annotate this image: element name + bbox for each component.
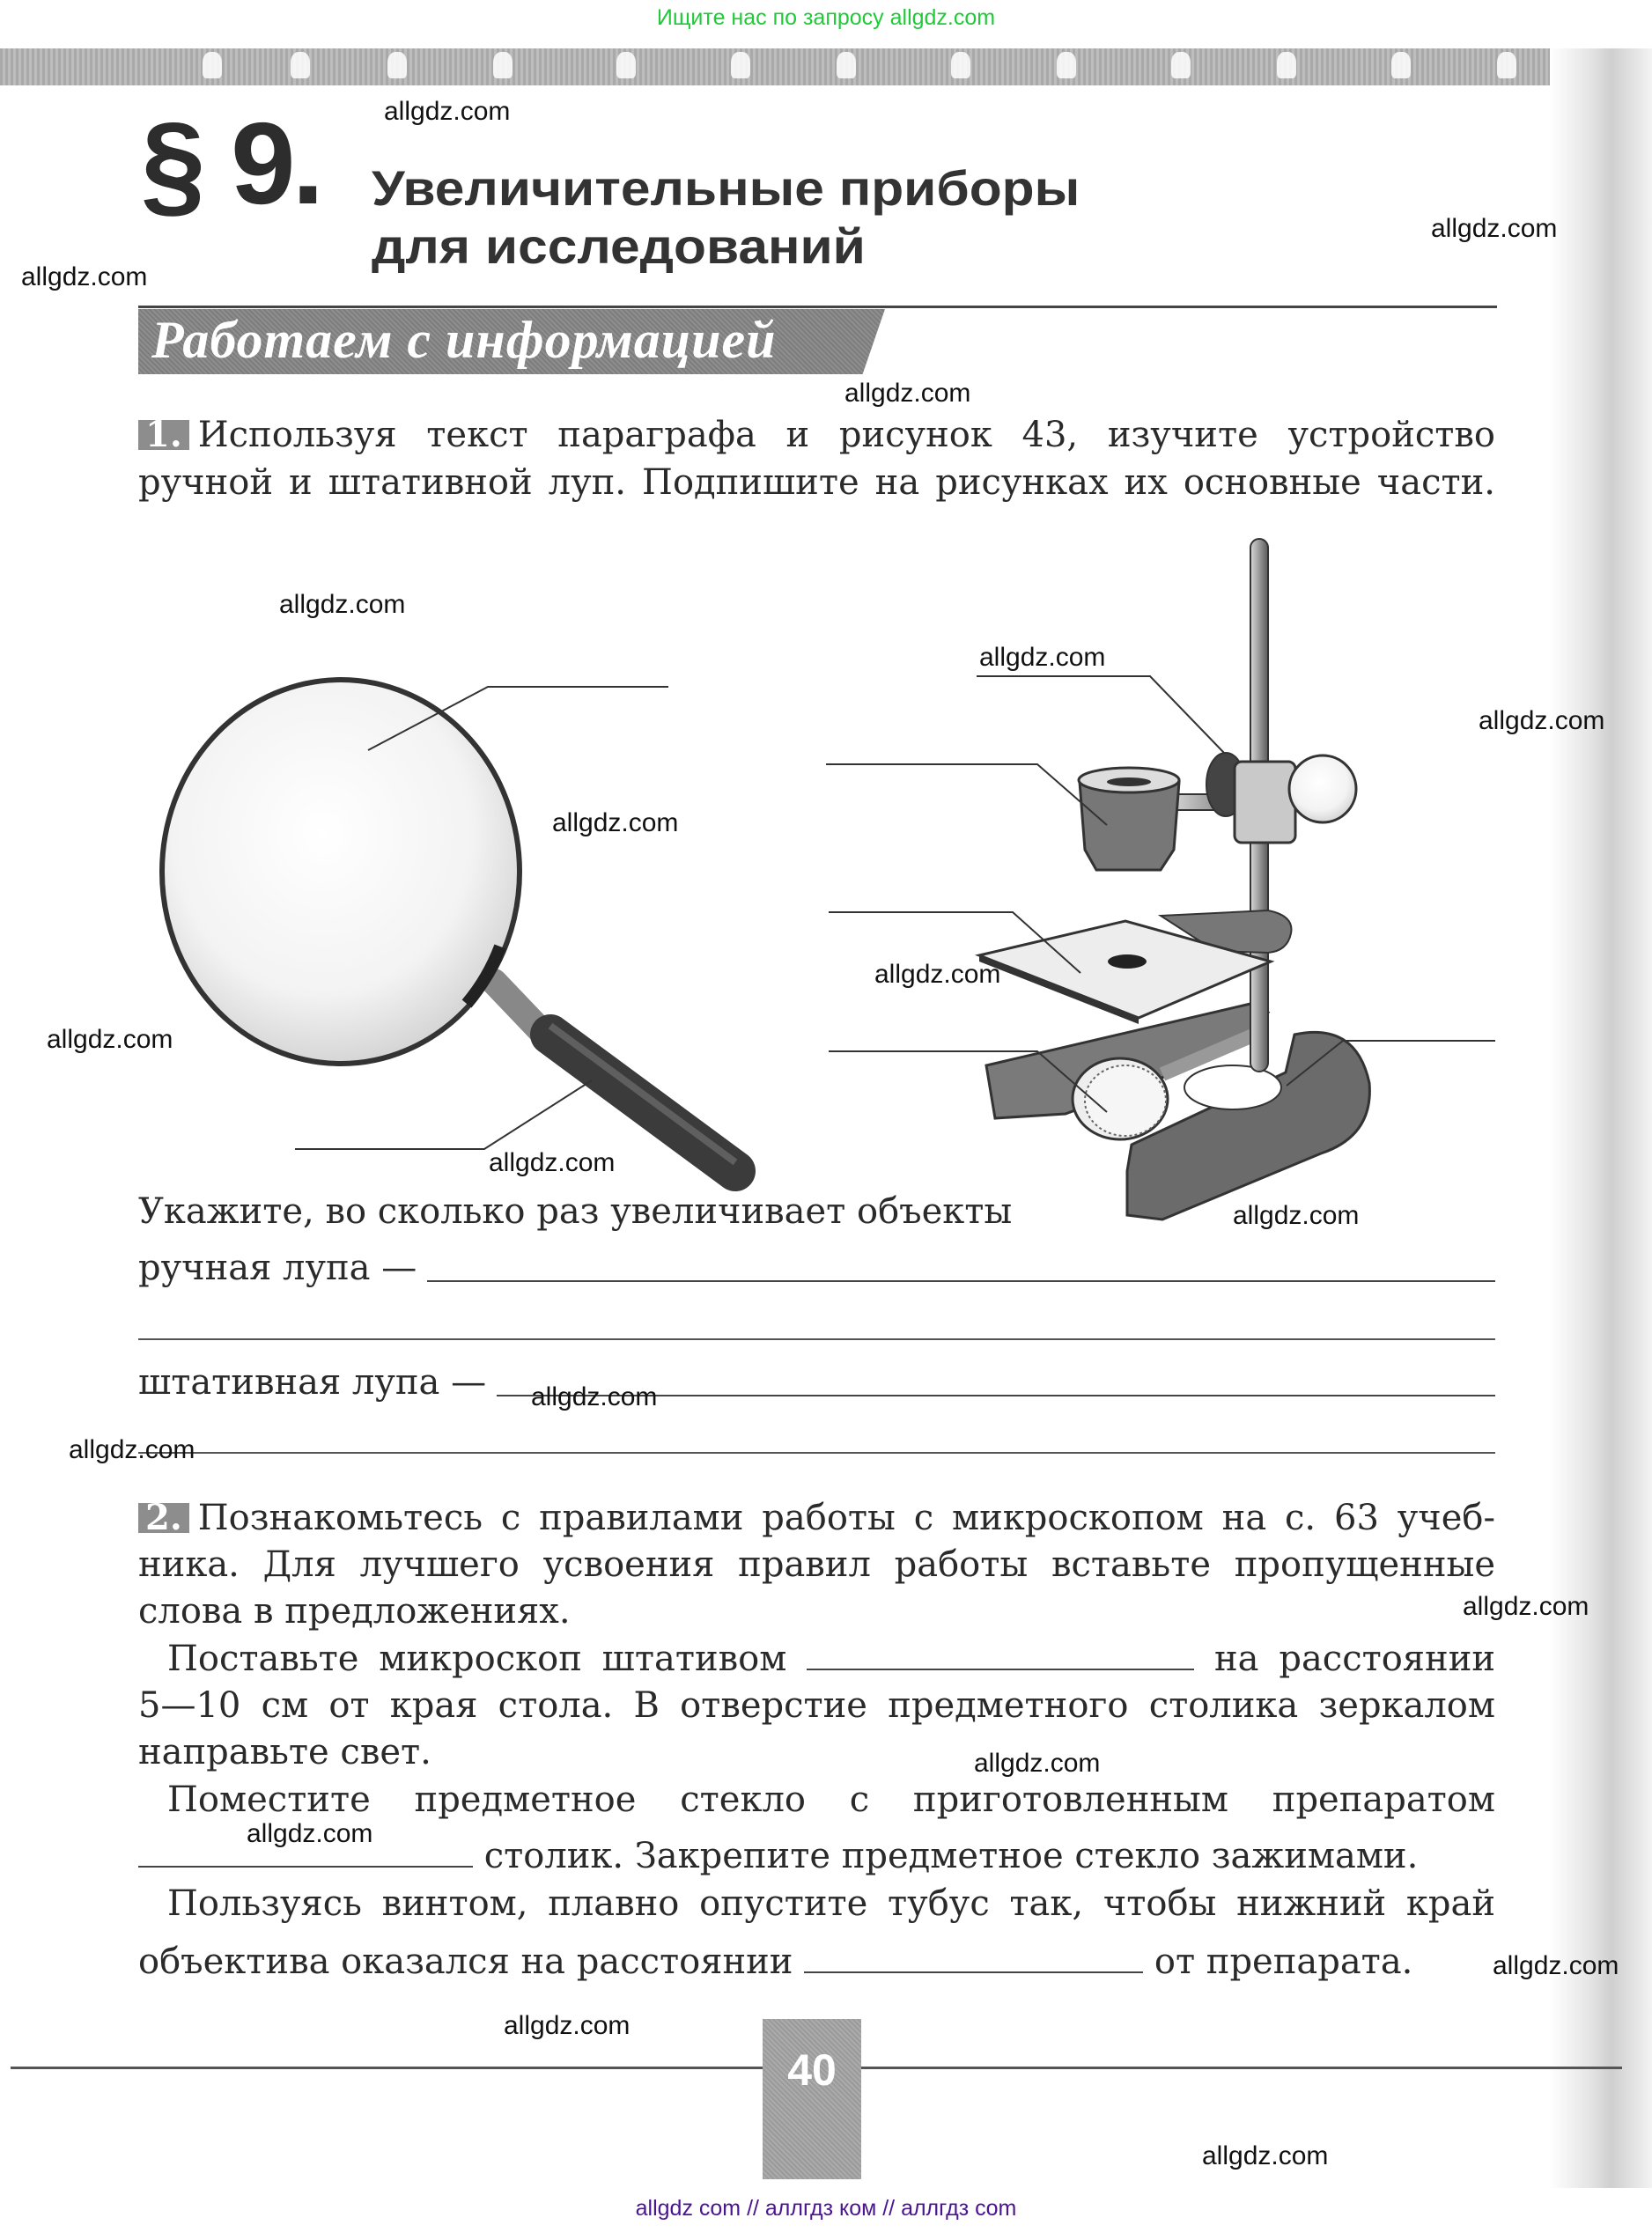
watermark: allgdz.com	[21, 262, 148, 291]
task1-question: Укажите, во сколько раз увеличивает объекты	[138, 1191, 1013, 1232]
label-line-screw	[977, 676, 1224, 753]
watermark: allgdz.com	[1233, 1201, 1360, 1230]
top-search-note: Ищите нас по запросу allgdz.com	[656, 5, 996, 30]
blank-1[interactable]	[807, 1642, 1194, 1670]
watermark: allgdz.com	[979, 643, 1106, 672]
sentence2-line1: Поместите предметное стекло с приготовленным препаратом	[167, 1779, 1495, 1820]
watermark: allgdz.com	[974, 1749, 1101, 1778]
section-number: § 9.	[141, 99, 321, 228]
stand-magnifier-answer-row: штативная лупа —	[138, 1361, 1495, 1404]
page-number-tab	[763, 2019, 861, 2179]
watermark: allgdz.com	[504, 2011, 631, 2040]
task1-line2: ручной и штативной луп. Подпишите на рисунках их основные части.	[138, 462, 1495, 503]
watermark: allgdz.com	[47, 1025, 173, 1054]
sentence1-line1: Поставьте микроскоп штативом на расстоянии	[167, 1639, 1496, 1679]
watermark: allgdz.com	[1479, 706, 1605, 735]
task1-line1: 1. Используя текст параграфа и рисунок 43, изучите устройство	[138, 414, 1495, 456]
stand-magnifier	[826, 539, 1495, 1219]
watermark: allgdz.com	[384, 97, 511, 126]
sentence2-line2: столик. Закрепите предметное стекло зажимами.	[138, 1835, 1495, 1877]
watermark: allgdz.com	[531, 1382, 658, 1411]
sentence3-line2: объектива оказался на расстоянии от препарата.	[138, 1942, 1413, 1982]
hand-magnifier-answer-row: ручная лупа —	[138, 1247, 1495, 1289]
bottom-site-note: allgdz com // аллгдз ком // аллгдз com	[635, 2196, 1017, 2221]
hand-magnifier	[162, 680, 735, 1171]
blank-3[interactable]	[804, 1945, 1143, 1973]
task2-line3: слова в предложениях.	[138, 1591, 571, 1632]
watermark: allgdz.com	[1431, 214, 1558, 243]
label-line-handle	[295, 1080, 592, 1149]
watermark: allgdz.com	[279, 590, 406, 619]
sentence3-line1: Пользуясь винтом, плавно опустите тубус так, чтобы нижний край	[167, 1883, 1495, 1924]
hand-magnifier-answer-field[interactable]	[427, 1254, 1495, 1282]
watermark: allgdz.com	[247, 1819, 373, 1848]
watermark: allgdz.com	[844, 379, 971, 408]
watermark: allgdz.com	[1463, 1592, 1589, 1621]
answer-line[interactable]	[138, 1338, 1495, 1340]
sentence1-line2: 5—10 см от края стола. В отверстие предметного столика зеркалом	[138, 1685, 1495, 1726]
answer-line[interactable]	[138, 1452, 1495, 1454]
watermark: allgdz.com	[1493, 1951, 1619, 1980]
page-number: 40	[787, 2045, 837, 2095]
task1-number: 1.	[138, 420, 189, 450]
sentence1-line3: направьте свет.	[138, 1732, 431, 1772]
task2-line2: ника. Для лучшего усвоения правил работы вставьте пропущенные	[138, 1544, 1495, 1585]
section-banner-text: Работаем с информацией	[151, 311, 777, 369]
watermark: allgdz.com	[69, 1435, 195, 1464]
watermark: allgdz.com	[552, 808, 679, 837]
watermark: allgdz.com	[1202, 2141, 1329, 2170]
section-title-line1: Увеличительные приборы	[372, 160, 1080, 216]
task2-number: 2.	[138, 1503, 189, 1533]
label-line-loupe	[826, 764, 1107, 825]
watermark: allgdz.com	[874, 960, 1001, 989]
task2-line1: 2. Познакомьтесь с правилами работы с микроскопом на с. 63 учеб-	[138, 1497, 1495, 1539]
watermark: allgdz.com	[489, 1148, 616, 1177]
section-title-line2: для исследований	[372, 218, 866, 274]
